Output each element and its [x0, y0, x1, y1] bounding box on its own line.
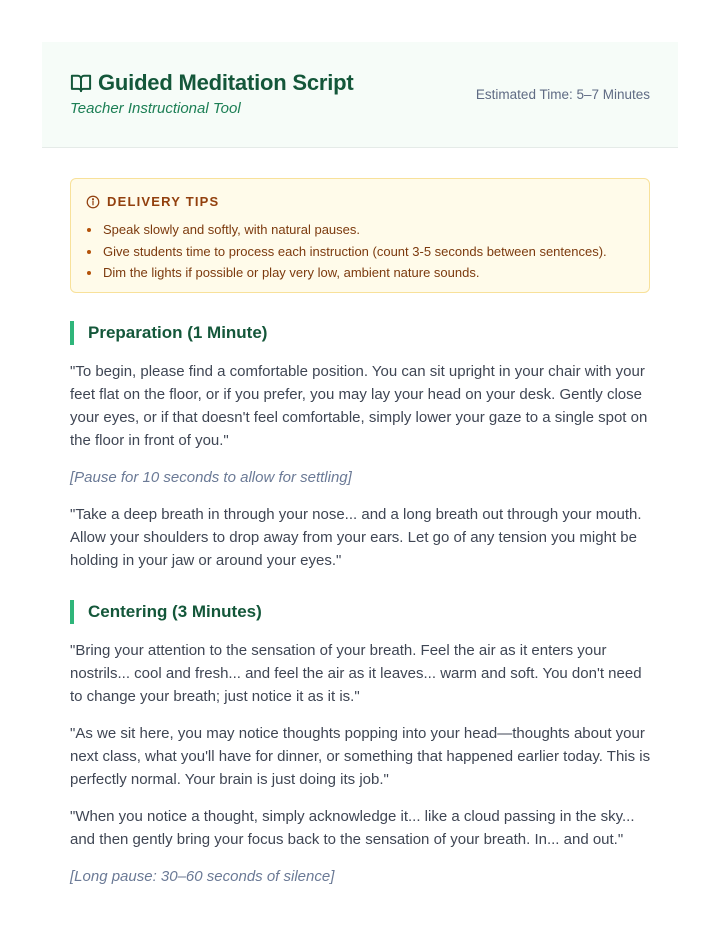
- info-icon: [86, 195, 100, 209]
- tip-item: Give students time to process each instruction (count 3-5 seconds between sentences).: [103, 241, 607, 263]
- script-paragraph: "To begin, please find a comfortable position. You can sit upright in your chair with your feet flat on the floor, or if you prefer, you may lay your head on your desk. Gently close your eyes, or if that doesn't feel comfortable, simply lower your gaze to a single spot on the floor in front of you.": [70, 363, 648, 449]
- section-heading-preparation: Preparation (1 Minute): [70, 321, 267, 345]
- script-paragraph: "When you notice a thought, simply acknowledge it... like a cloud passing in the sky... and then gently bring your focus back to the sensation of your breath. In... and out.": [70, 808, 635, 848]
- tip-item: Speak slowly and softly, with natural pauses.: [103, 219, 607, 241]
- title-row: [70, 70, 354, 96]
- estimated-time: Estimated Time: 5–7 Minutes: [475, 87, 650, 102]
- pause-instruction: [Pause for 10 seconds to allow for settling]: [70, 469, 352, 486]
- section-heading-centering: Centering (3 Minutes): [70, 600, 262, 624]
- script-paragraph: "Bring your attention to the sensation of your breath. Feel the air as it enters your nostrils... cool and fresh... and feel the air as it leaves... warm and soft. You don't need to change your breath; just notice it as it is.": [70, 642, 642, 705]
- page-subtitle: Teacher Instructional Tool: [70, 100, 241, 117]
- script-paragraph: "Take a deep breath in through your nose... and a long breath out through your mouth. Allow your shoulders to drop away from your ears. Let go of any tension you might be holding in your jaw or around your eyes.": [70, 506, 642, 569]
- header: [42, 42, 678, 148]
- script-paragraph: "As we sit here, you may notice thoughts popping into your head—thoughts about your next class, what you'll have for dinner, or something that happened earlier today. This is perfectly normal. Your brain is just doing its job.": [70, 725, 651, 788]
- delivery-tips-title: DELIVERY TIPS: [107, 194, 220, 209]
- delivery-tips-list: [103, 219, 607, 284]
- tip-item: Dim the lights if possible or play very low, ambient nature sounds.: [103, 262, 607, 284]
- pause-instruction: [Long pause: 30–60 seconds of silence]: [70, 868, 335, 885]
- page-title: Guided Meditation Script: [98, 70, 354, 95]
- delivery-tips-box: [70, 178, 650, 293]
- book-open-icon: [70, 73, 92, 93]
- delivery-tips-header: [86, 194, 219, 209]
